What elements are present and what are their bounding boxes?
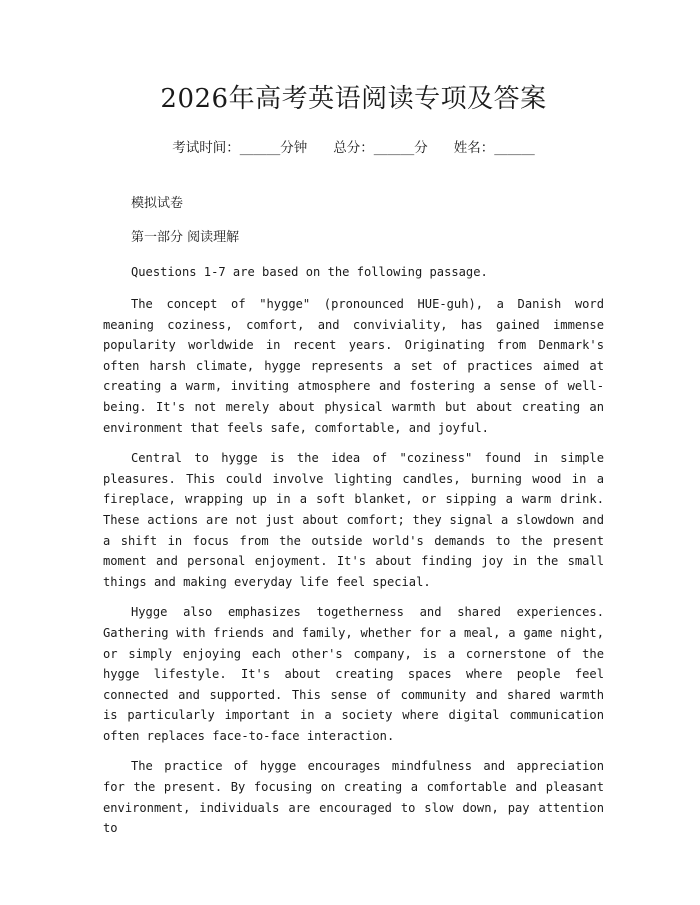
exam-type-label: 模拟试卷 bbox=[131, 196, 184, 211]
exam-time-label: 考试时间：______分钟 bbox=[172, 140, 308, 156]
questions-intro: Questions 1-7 are based on the following passage. bbox=[131, 265, 488, 279]
passage-paragraph-1: The concept of "hygge" (pronounced HUE-guh), a Danish word meaning coziness, comfort, and conviviality, has gained immense popularity worldwide in recent years. Originating from Denmark's often harsh climate, hygge represents a set of practices aimed at creating a warm, inviting atmosphere and fostering a sense of well-being. It's not merely about physical warmth but about creating an environment that feels safe, comfortable, and joyful. bbox=[103, 297, 604, 435]
exam-meta-line bbox=[103, 138, 604, 158]
page-title: 2026年高考英语阅读专项及答案 bbox=[160, 84, 547, 114]
part-heading: 第一部分 阅读理解 bbox=[131, 230, 240, 245]
total-score-label: 总分：______分 bbox=[333, 140, 428, 156]
passage-paragraph-4: The practice of hygge encourages mindfulness and appreciation for the present. By focusing on creating a comfortable and pleasant environment, individuals are encouraged to slow down, pay attention to bbox=[103, 759, 604, 836]
passage-paragraph-2: Central to hygge is the idea of "coziness" found in simple pleasures. This could involve lighting candles, burning wood in a fireplace, wrapping up in a soft blanket, or sipping a warm drink. These actions are not just about comfort; they signal a slowdown and a shift in focus from the outside world's demands to the present moment and personal enjoyment. It's about finding joy in the small things and making everyday life feel special. bbox=[103, 451, 604, 589]
student-name-label: 姓名：______ bbox=[453, 140, 535, 156]
passage-paragraph-3: Hygge also emphasizes togetherness and shared experiences. Gathering with friends and family, whether for a meal, a game night, or simply enjoying each other's company, is a cornerstone of the hygge lifestyle. It's about creating spaces where people feel connected and supported. This sense of community and shared warmth is particularly important in a society where digital communication often replaces face-to-face interaction. bbox=[103, 605, 604, 743]
